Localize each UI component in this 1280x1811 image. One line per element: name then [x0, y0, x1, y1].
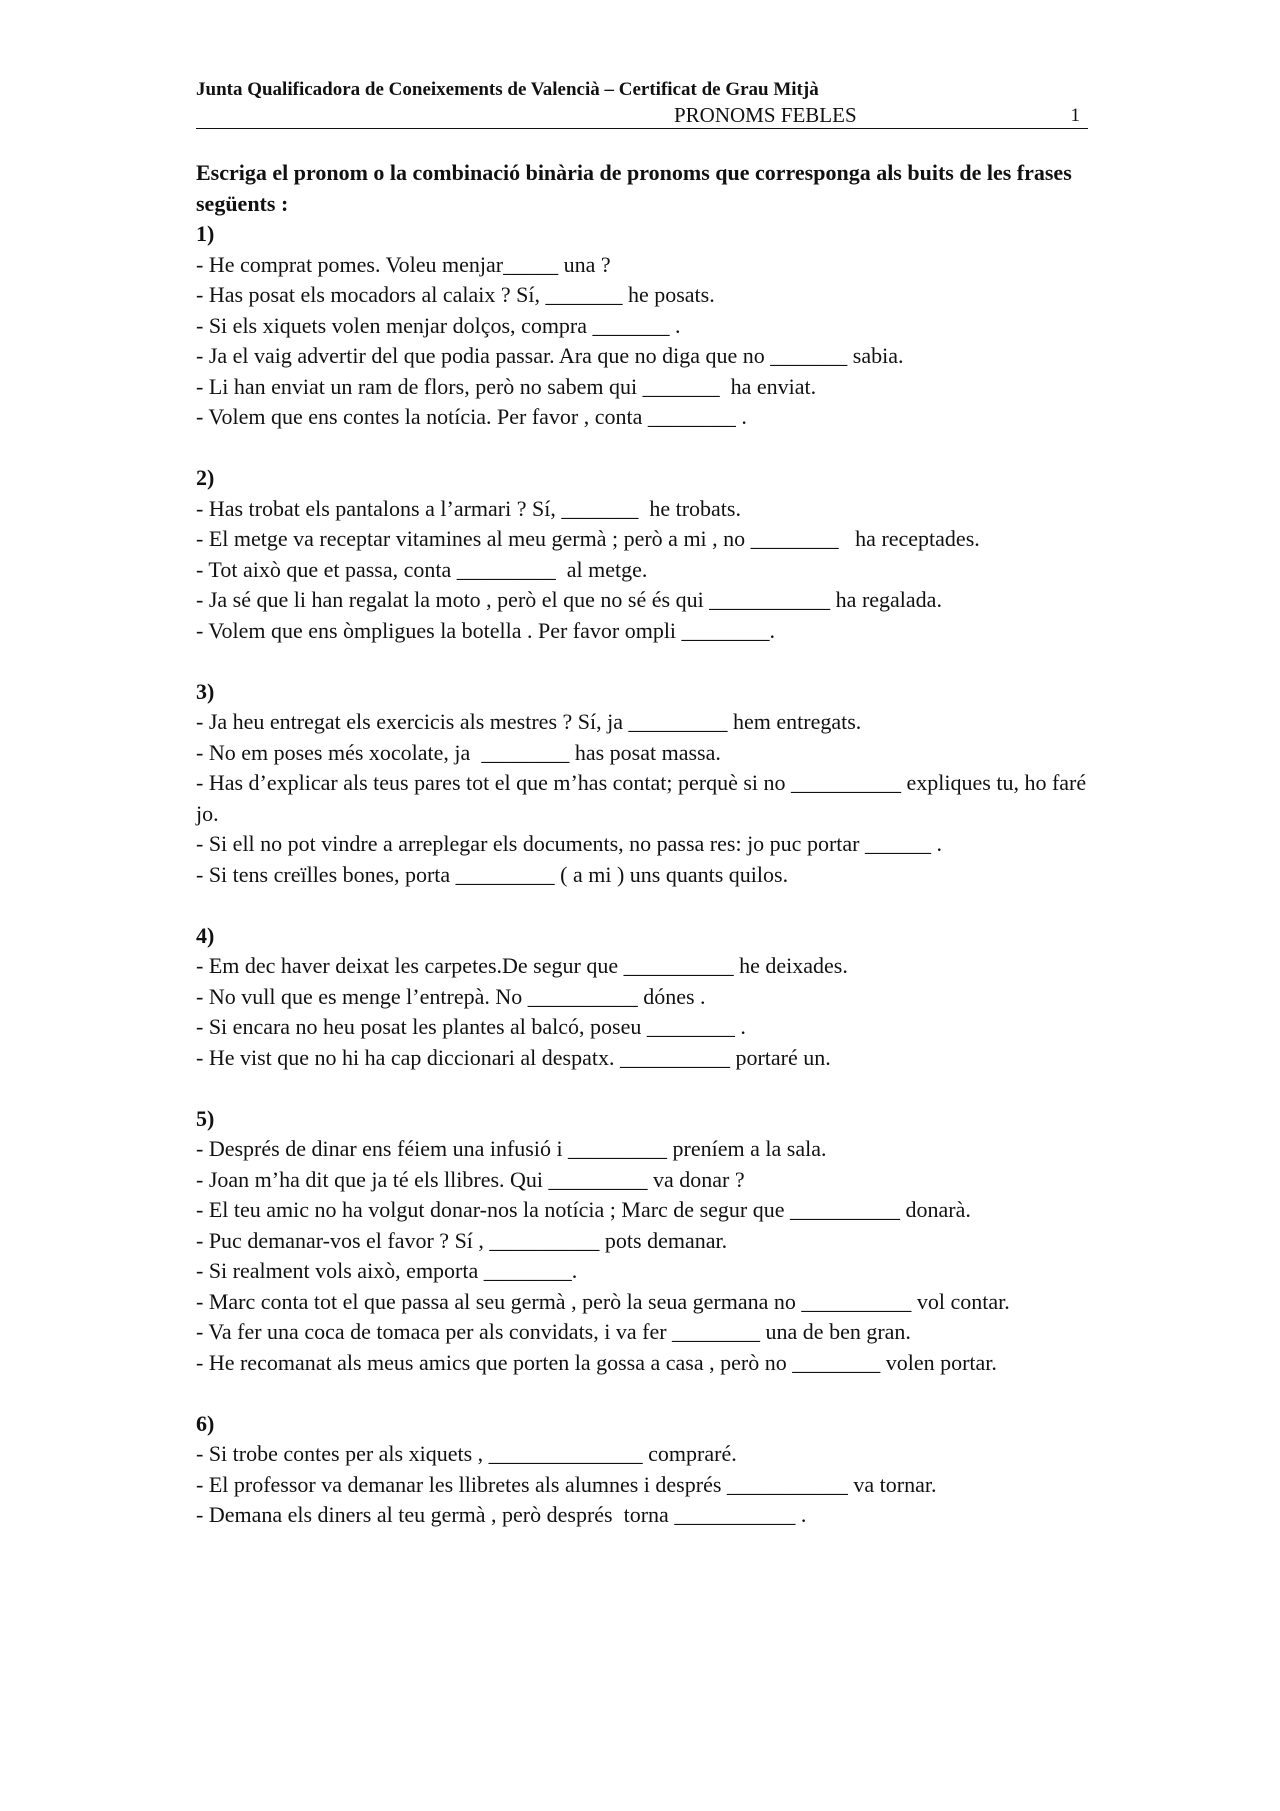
organization-heading: Junta Qualificadora de Coneixements de Valencià – Certificat de Grau Mitjà — [196, 79, 819, 100]
exercise-section-6 — [196, 1409, 1096, 1531]
exercise-section-4 — [196, 921, 1096, 1074]
page-number: 1 — [1070, 105, 1080, 126]
page-header — [196, 78, 1088, 129]
exercise-sentence: - Si trobe contes per als xiquets , ______________ compraré. — [196, 1441, 737, 1466]
exercise-content — [196, 158, 1096, 1561]
exercise-sentence: - Em dec haver deixat les carpetes.De segur que __________ he deixades. — [196, 953, 848, 978]
section-number: 5) — [196, 1105, 215, 1131]
exercise-sentence: - He recomanat als meus amics que porten la gossa a casa , però no ________ volen portar. — [196, 1349, 997, 1375]
section-number: 6) — [196, 1410, 215, 1436]
exercise-sentence: - Si els xiquets volen menjar dolços, compra _______ . — [196, 312, 681, 338]
exercise-sentence: - No vull que es menge l’entrepà. No __________ dónes . — [196, 983, 706, 1009]
exercise-sentence: - Li han enviat un ram de flors, però no sabem qui _______ ha enviat. — [196, 373, 817, 399]
exercise-sentence: - El teu amic no ha volgut donar-nos la notícia ; Marc de segur que __________ donarà. — [196, 1197, 971, 1222]
exercise-section-2 — [196, 463, 1096, 646]
exercise-sentence: - He comprat pomes. Voleu menjar_____ una ? — [196, 251, 611, 277]
exercise-sentence: - Ja heu entregat els exercicis als mestres ? Sí, ja _________ hem entregats. — [196, 709, 862, 734]
exercise-sentence: - Volem que ens òmpligues la botella . Per favor ompli ________. — [196, 617, 776, 643]
exercise-sentence: - Has trobat els pantalons a l’armari ? Sí, _______ he trobats. — [196, 495, 741, 521]
exercise-sentence: - Ja sé que li han regalat la moto , però el que no sé és qui ___________ ha regalada. — [196, 587, 942, 612]
exercise-sentence: - El metge va receptar vitamines al meu germà ; però a mi , no ________ ha receptades. — [196, 526, 980, 551]
exercise-sentence: - Has d’explicar als teus pares tot el que m’has contat; perquè si no __________ expliques tu, ho faré jo. — [196, 770, 1092, 826]
title-rule — [196, 102, 1088, 129]
section-number: 2) — [196, 465, 215, 490]
section-number: 1) — [196, 221, 215, 246]
exercise-sentence: - Joan m’ha dit que ja té els llibres. Qui _________ va donar ? — [196, 1166, 745, 1192]
exercise-sentence: - El professor va demanar les llibretes als alumnes i després ___________ va tornar. — [196, 1471, 937, 1497]
exercise-section-3 — [196, 677, 1096, 891]
exercise-section-5 — [196, 1104, 1096, 1379]
section-number: 3) — [196, 678, 215, 704]
exercise-sentence: - Demana els diners al teu germà , però després torna ___________ . — [196, 1502, 807, 1527]
exercise-sentence: - Has posat els mocadors al calaix ? Sí, _______ he posats. — [196, 282, 715, 307]
exercise-sentence: - Ja el vaig advertir del que podia passar. Ara que no diga que no _______ sabia. — [196, 343, 904, 368]
exercise-sentence: - Després de dinar ens féiem una infusió i _________ preníem a la sala. — [196, 1136, 827, 1161]
exercise-section-1 — [196, 219, 1096, 433]
exercise-sentence: - Va fer una coca de tomaca per als convidats, i va fer ________ una de ben gran. — [196, 1319, 911, 1344]
instructions: Escriga el pronom o la combinació binària de pronoms que corresponga als buits de les frases següents : — [196, 160, 1072, 216]
exercise-sentence: - Puc demanar-vos el favor ? Sí , __________ pots demanar. — [196, 1227, 728, 1253]
section-number: 4) — [196, 922, 215, 948]
exercise-sentence: - Si encara no heu posat les plantes al balcó, poseu ________ . — [196, 1014, 746, 1039]
exercise-sentence: - He vist que no hi ha cap diccionari al despatx. __________ portaré un. — [196, 1044, 831, 1070]
document-title: PRONOMS FEBLES — [674, 103, 857, 127]
exercise-sentence: - Tot això que et passa, conta _________ al metge. — [196, 556, 648, 582]
exercise-sentence: - Volem que ens contes la notícia. Per favor , conta ________ . — [196, 404, 747, 429]
exercise-sentence: - Si tens creïlles bones, porta _________ ( a mi ) uns quants quilos. — [196, 861, 789, 887]
exercise-sentence: - Marc conta tot el que passa al seu germà , però la seua germana no __________ vol contar. — [196, 1288, 1010, 1314]
exercise-sentence: - Si ell no pot vindre a arreplegar els documents, no passa res: jo puc portar ______ . — [196, 831, 942, 856]
exercise-sentence: - No em poses més xocolate, ja ________ has posat massa. — [196, 739, 721, 765]
exercise-sentence: - Si realment vols això, emporta ________. — [196, 1258, 578, 1283]
